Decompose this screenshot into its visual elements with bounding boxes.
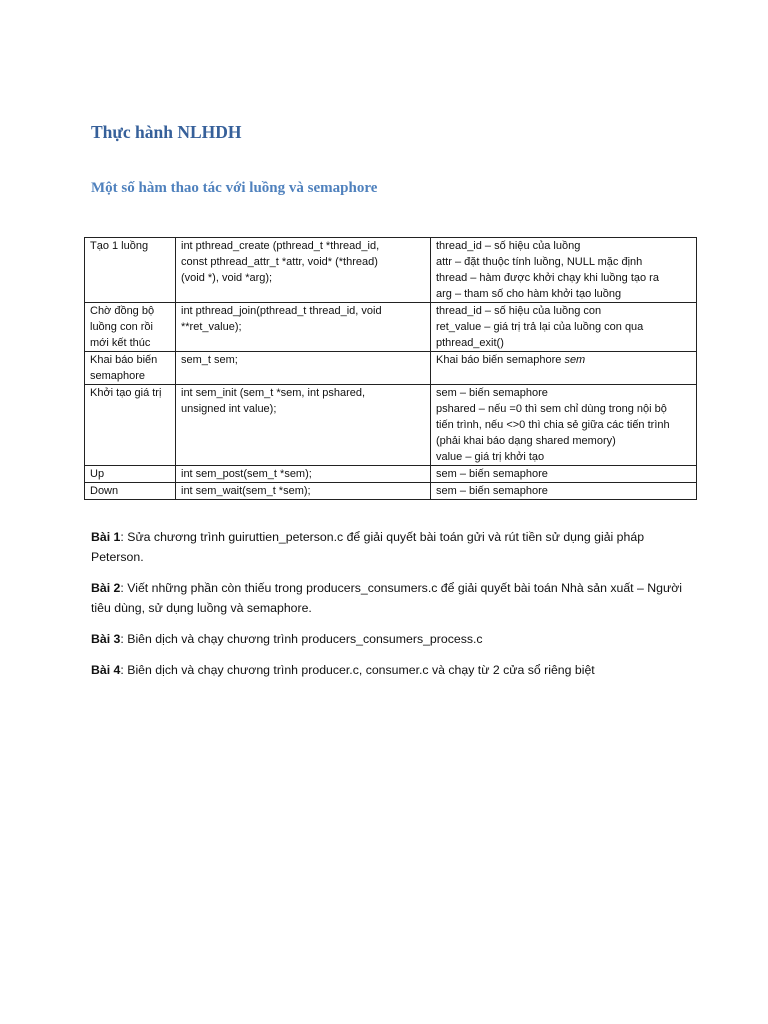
exercise-text: : Sửa chương trình guiruttien_peterson.c để giải quyết bài toán gửi và rút tiền sử dụng giải pháp Peterson. (91, 530, 645, 564)
exercise-text: : Biên dịch và chạy chương trình producer.c, consumer.c và chạy từ 2 cửa sổ riêng biệt (120, 663, 595, 677)
description-cell: thread_id – số hiệu của luồng con ret_value – giá trị trả lại của luồng con qua pthread_exit() (431, 303, 697, 352)
exercise-label: Bài 1 (91, 530, 121, 544)
description-cell: thread_id – số hiệu của luồng attr – đặt thuộc tính luồng, NULL mặc định thread – hàm được khởi chạy khi luồng tạo ra arg – tham số cho hàm khởi tạo luồng (431, 238, 697, 303)
operation-cell: Down (85, 483, 176, 500)
operation-cell: Khởi tạo giá trị (85, 385, 176, 466)
function-table (84, 237, 697, 500)
exercise-item (91, 527, 691, 567)
signature-cell: int pthread_create (pthread_t *thread_id, const pthread_attr_t *attr, void* (*thread) (void *), void *arg); (176, 238, 431, 303)
signature-cell: int sem_wait(sem_t *sem); (176, 483, 431, 500)
operation-cell: Khai báo biến semaphore (85, 352, 176, 385)
table-row (85, 238, 697, 303)
description-text: Khai báo biến semaphore (436, 354, 565, 366)
exercise-label: Bài 3 (91, 632, 121, 646)
page-title: Thực hành NLHDH (91, 122, 242, 142)
table-row (85, 466, 697, 483)
operation-cell: Up (85, 466, 176, 483)
signature-cell: int pthread_join(pthread_t thread_id, void **ret_value); (176, 303, 431, 352)
exercise-item (91, 660, 691, 680)
table-row (85, 385, 697, 466)
description-cell: sem – biến semaphore pshared – nếu =0 thì sem chỉ dùng trong nội bộ tiến trình, nếu <>0 thì chia sẻ giữa các tiến trình (phải khai báo dạng shared memory) value – giá trị khởi tạo (431, 385, 697, 466)
signature-cell: sem_t sem; (176, 352, 431, 385)
operation-cell: Chờ đồng bộ luồng con rồi mới kết thúc (85, 303, 176, 352)
signature-cell: int sem_post(sem_t *sem); (176, 466, 431, 483)
section-title: Một số hàm thao tác với luồng và semaphore (91, 180, 378, 196)
exercise-label: Bài 2 (91, 581, 121, 595)
exercise-text: : Biên dịch và chạy chương trình producers_consumers_process.c (120, 632, 483, 646)
table-row (85, 352, 697, 385)
description-cell: sem – biến semaphore (431, 466, 697, 483)
description-cell (431, 352, 697, 385)
exercise-text: : Viết những phần còn thiếu trong producers_consumers.c để giải quyết bài toán Nhà sản xuất – Người tiêu dùng, sử dụng luồng và semaphore. (91, 581, 683, 615)
table-row (85, 483, 697, 500)
exercise-label: Bài 4 (91, 663, 121, 677)
exercise-list (91, 527, 691, 691)
signature-cell: int sem_init (sem_t *sem, int pshared, unsigned int value); (176, 385, 431, 466)
exercise-item (91, 578, 691, 618)
table-row (85, 303, 697, 352)
exercise-item (91, 629, 691, 649)
description-emphasis: sem (564, 354, 586, 366)
operation-cell: Tạo 1 luồng (85, 238, 176, 303)
description-cell: sem – biến semaphore (431, 483, 697, 500)
